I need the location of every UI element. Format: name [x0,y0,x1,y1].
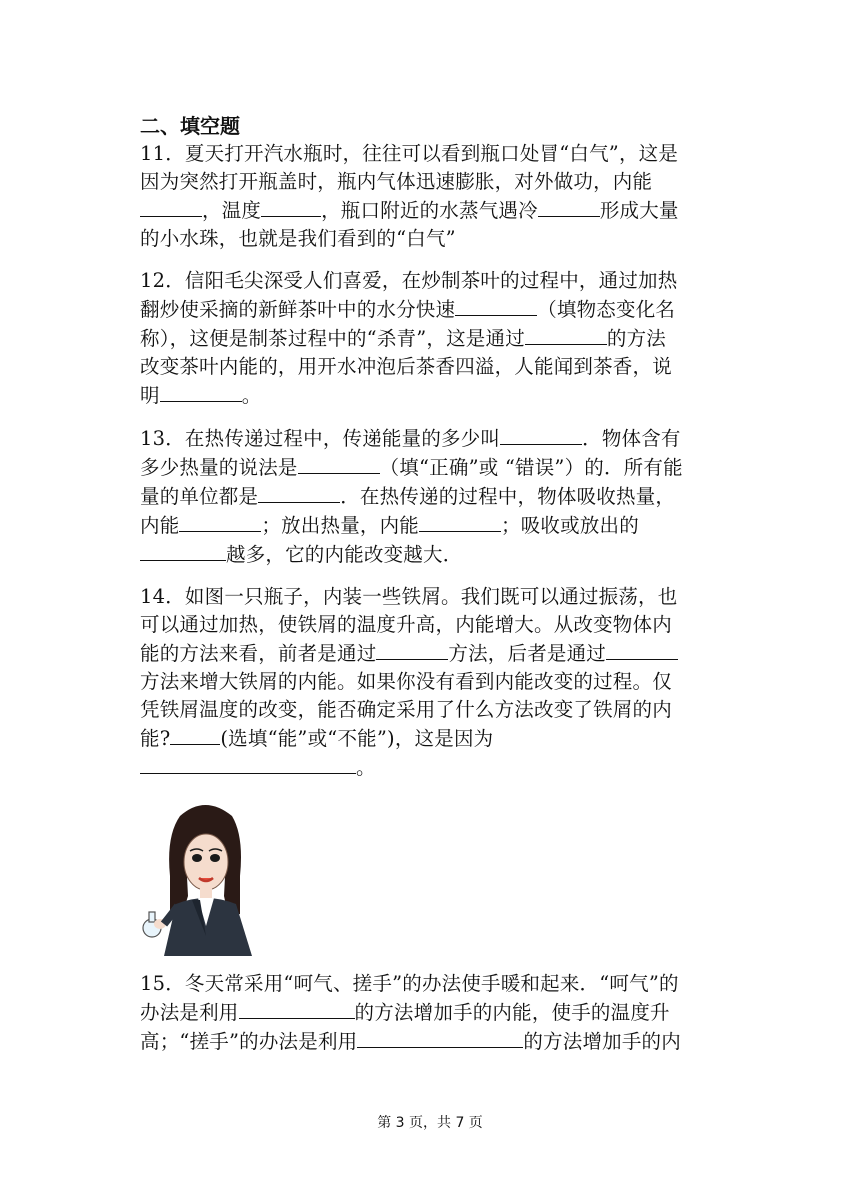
question-text: ；吸收或放出的 [501,514,639,537]
section-title: 二、填空题 [140,114,240,138]
question-text: 15．冬天常采用“呵气、搓手”的办法使手暖和起来．“呵气”的 [140,972,679,995]
question-text: 12．信阳毛尖深受人们喜爱，在炒制茶叶的过程中，通过加热 [140,269,678,292]
question-line [140,696,725,724]
question-line [140,140,725,168]
question-line [140,225,725,253]
question-text: ，温度 [202,199,262,222]
answer-blank[interactable] [606,639,678,660]
question-text: 方法，后者是通过 [448,642,607,665]
question-14 [140,583,725,782]
question-line [140,668,725,696]
question-text: ．物体含有 [582,427,681,450]
answer-blank[interactable] [455,295,537,316]
question-text: 的方法 [606,327,666,350]
question-line [140,724,725,753]
question-12 [140,267,725,410]
answer-blank[interactable] [525,324,607,345]
answer-blank[interactable] [538,196,600,217]
answer-blank[interactable] [160,381,242,402]
answer-blank[interactable] [357,1027,523,1048]
answer-blank[interactable] [140,196,202,217]
question-text: 的方法增加手的内能，使手的温度升 [354,1001,670,1024]
question-text: 方法来增大铁屑的内能。如果你没有看到内能改变的过程。仅 [140,670,672,693]
mouth [199,878,213,881]
question-text: 凭铁屑温度的改变，能否确定采用了什么方法改变了铁屑的内 [140,698,672,721]
question-line [140,1027,725,1056]
question-line [140,753,725,782]
question-line [140,424,725,453]
page-content [140,112,725,1070]
right-eye [210,854,220,862]
question-text: 越多，它的内能改变越大． [226,543,463,566]
question-text: (选填“能”或“不能”)，这是因为 [220,727,494,750]
answer-blank[interactable] [140,753,356,774]
question-text: 办法是利用 [140,1001,239,1024]
question-text: 明 [140,384,160,407]
question-line [140,168,725,196]
question-line [140,540,725,569]
answer-blank[interactable] [500,424,582,445]
answer-blank[interactable] [258,482,340,503]
question-line [140,196,725,225]
question-text: ．在热传递的过程中，物体吸收热量， [340,485,676,508]
question-text: 11．夏天打开汽水瓶时，往往可以看到瓶口处冒“白气”，这是 [140,142,679,165]
question-text: 高；“搓手”的办法是利用 [140,1030,358,1053]
question-line [140,324,725,353]
question-11 [140,140,725,253]
question-text: 。 [356,756,376,779]
question-text: 称），这便是制茶过程中的“杀青”，这是通过 [140,327,525,350]
question-text: 多少热量的说法是 [140,456,298,479]
answer-blank[interactable] [239,998,355,1019]
question-text: （填物态变化名 [537,298,676,321]
page-footer: 第 3 页，共 7 页 [377,1115,483,1131]
question-text: 翻炒使采摘的新鲜茶叶中的水分快速 [140,298,456,321]
question-line [140,639,725,668]
answer-blank[interactable] [170,724,220,745]
question-line [140,453,725,482]
question-text: ；放出热量，内能 [261,514,420,537]
answer-blank[interactable] [298,453,380,474]
answer-blank[interactable] [261,196,321,217]
question-line [140,611,725,639]
question-text: 。 [241,384,262,407]
question-text: 13．在热传递过程中，传递能量的多少叫 [140,427,501,450]
answer-blank[interactable] [419,511,501,532]
question-text: 形成大量 [599,199,679,222]
question-line [140,970,725,998]
question-13 [140,424,725,569]
question-line [140,998,725,1027]
question-line [140,511,725,540]
teacher-illustration [140,796,270,956]
question-line [140,381,725,410]
answer-blank[interactable] [140,540,226,561]
question-text: 的方法增加手的内 [523,1030,681,1053]
question-text: 内能 [140,514,180,537]
question-line [140,267,725,295]
question-15 [140,970,725,1056]
left-eye [192,854,202,862]
question-text: （填“正确”或 “错误”）的．所有能 [379,456,683,479]
question-text: 能的方法来看，前者是通过 [140,642,377,665]
question-line [140,482,725,511]
question-text: 14．如图一只瓶子，内装一些铁屑。我们既可以通过振荡，也 [140,585,678,608]
answer-blank[interactable] [376,639,448,660]
answer-blank[interactable] [179,511,261,532]
question-text: 因为突然打开瓶盖时，瓶内气体迅速膨胀，对外做功，内能 [140,170,653,193]
question-text: 可以通过加热，使铁屑的温度升高，内能增大。从改变物体内 [140,613,672,636]
question-text: ，瓶口附近的水蒸气遇冷 [321,199,538,222]
question-line [140,583,725,611]
question-line [140,353,725,381]
question-text: 改变茶叶内能的，用开水冲泡后茶香四溢，人能闻到茶香，说 [140,355,672,378]
question-text: 量的单位都是 [140,485,259,508]
question-line [140,295,725,324]
question-text: 能? [140,727,171,750]
question-text: 的小水珠，也就是我们看到的“白气” [140,227,456,250]
